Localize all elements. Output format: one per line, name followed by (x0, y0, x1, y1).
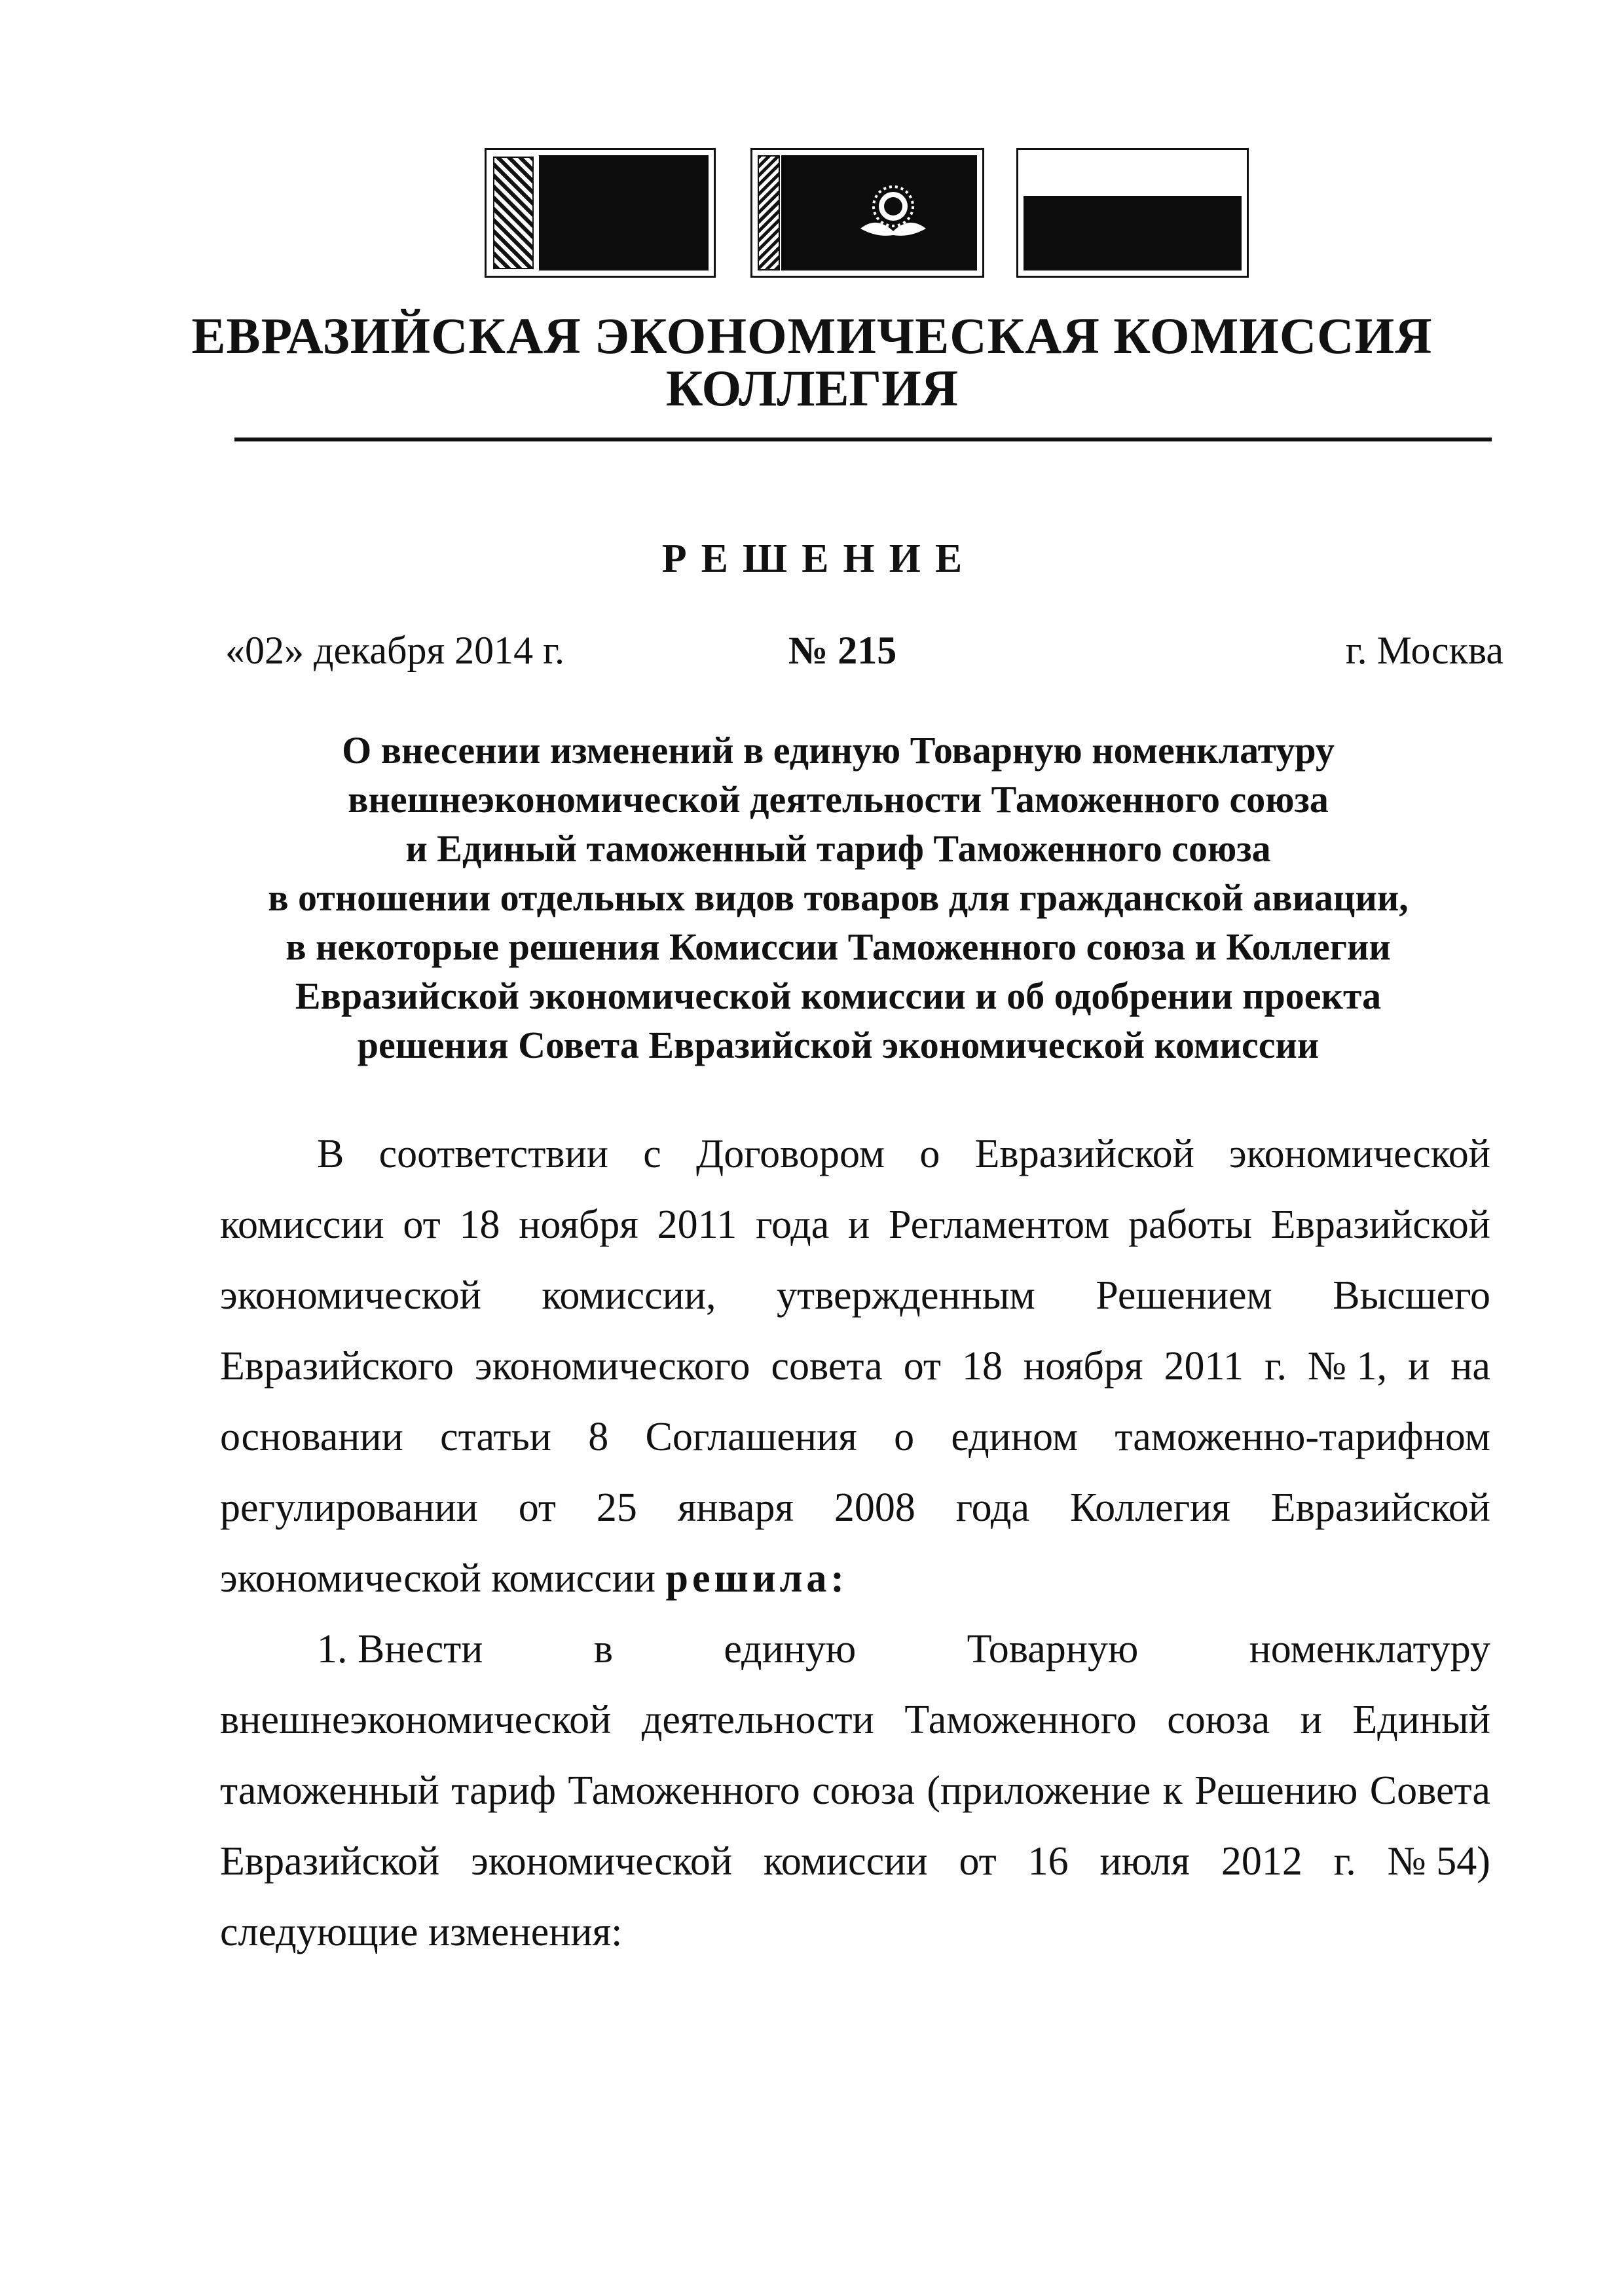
body-word: Решением (1096, 1273, 1272, 1318)
body-word: о (919, 1132, 940, 1176)
body-word: 1. Внести (317, 1627, 483, 1671)
body-line (220, 1331, 1490, 1402)
body-text-span: следующие изменения: (220, 1910, 623, 1954)
sun-eagle-emblem-icon (851, 175, 936, 253)
body-word: Соглашения (645, 1415, 857, 1459)
subject-line: внешнеэкономической деятельности Таможенного союза (348, 778, 1329, 821)
body-line (220, 1755, 1490, 1826)
body-line (220, 1402, 1490, 1472)
body-line (220, 1685, 1490, 1755)
body-word: основании (220, 1415, 403, 1459)
body-word: Евразийской (220, 1839, 440, 1884)
document-type: РЕШЕНИЕ (661, 536, 977, 581)
body-word: совета (771, 1344, 883, 1389)
body-word: таможенно-тарифном (1115, 1415, 1490, 1459)
body-word: ноября (1023, 1344, 1143, 1389)
flag-ornament (758, 155, 780, 271)
body-word: г. (1333, 1839, 1356, 1884)
body-word: единую (724, 1627, 857, 1671)
body-word: Совета (1369, 1768, 1490, 1813)
body-word: экономического (474, 1344, 750, 1389)
body-word: к (1162, 1768, 1183, 1813)
body-line (220, 1897, 1490, 1968)
flag-ornament (493, 157, 534, 269)
body-line (220, 1189, 1490, 1260)
body-word: № 54) (1387, 1839, 1490, 1884)
body-word: о (894, 1415, 915, 1459)
body-name: КОЛЛЕГИЯ (665, 360, 959, 417)
body-word: Евразийской (974, 1132, 1194, 1176)
body-word: статьи (440, 1415, 551, 1459)
subject-line: О внесении изменений в единую Товарную номенклатуру (342, 729, 1335, 772)
body-word: Высшего (1333, 1273, 1490, 1318)
body-line (220, 1472, 1490, 1543)
body-word: года (955, 1485, 1029, 1530)
flag-white-band (1024, 155, 1242, 196)
body-word: 2012 (1221, 1839, 1302, 1884)
body-word: на (1450, 1344, 1490, 1389)
body-word: 16 (1027, 1839, 1069, 1884)
body-word: 25 (596, 1485, 637, 1530)
body-word: Единый (1352, 1698, 1490, 1742)
body-word: регулировании (220, 1485, 478, 1530)
body-word: в (593, 1627, 613, 1671)
body-word: Решению (1194, 1768, 1358, 1813)
body-line (220, 1614, 1490, 1685)
body-word: от (518, 1485, 557, 1530)
body-word: 2011 (1164, 1344, 1244, 1389)
body-line (220, 1543, 1490, 1614)
body-word: экономической (220, 1273, 481, 1318)
body-word: года (756, 1203, 830, 1247)
document-subject (196, 726, 1480, 1070)
body-word: Таможенного (904, 1698, 1137, 1742)
body-word: и (1408, 1344, 1430, 1389)
body-word: Договором (695, 1132, 885, 1176)
body-word: таможенный (220, 1768, 439, 1813)
body-word: номенклатуру (1249, 1627, 1490, 1671)
body-word: союза (1167, 1698, 1270, 1742)
body-word: работы (1128, 1203, 1252, 1247)
body-word: внешнеэкономической (220, 1698, 612, 1742)
body-word: экономической (1229, 1132, 1490, 1176)
body-word: с (643, 1132, 661, 1176)
decision-keyword: решила: (665, 1556, 849, 1601)
body-word: № 1, (1308, 1344, 1388, 1389)
body-word: В (317, 1132, 344, 1176)
body-word: едином (951, 1415, 1079, 1459)
body-word: января (677, 1485, 794, 1530)
body-word: от (403, 1203, 441, 1247)
body-word: утвержденным (777, 1273, 1035, 1318)
body-word: соответствии (378, 1132, 608, 1176)
subject-line: в отношении отдельных видов товаров для гражданской авиации, (268, 876, 1409, 919)
body-word: июля (1099, 1839, 1190, 1884)
body-word: от (959, 1839, 997, 1884)
russia-flag-icon (1016, 148, 1249, 278)
belarus-flag-icon (485, 148, 716, 278)
body-word: 18 (459, 1203, 500, 1247)
body-word: союза (812, 1768, 915, 1813)
body-word: и (848, 1203, 870, 1247)
body-word: комиссии (220, 1203, 384, 1247)
body-word: Регламентом (889, 1203, 1110, 1247)
body-word: экономической (471, 1839, 733, 1884)
body-line (220, 1826, 1490, 1897)
subject-line: решения Совета Евразийской экономической комиссии (357, 1024, 1320, 1066)
body-word: Евразийской (1270, 1203, 1490, 1247)
body-word: 2008 (834, 1485, 915, 1530)
body-word: Евразийского (220, 1344, 454, 1389)
body-word: ноября (519, 1203, 638, 1247)
flag-field (539, 155, 709, 271)
body-word: (приложение (927, 1768, 1151, 1813)
flag-dark-band (1024, 196, 1242, 271)
body-word: Коллегия (1069, 1485, 1230, 1530)
subject-line: и Единый таможенный тариф Таможенного союза (405, 827, 1271, 870)
subject-line: в некоторые решения Комиссии Таможенного союза и Коллегии (286, 925, 1391, 968)
body-word: г. (1264, 1344, 1287, 1389)
body-word: тариф (451, 1768, 556, 1813)
body-word: 8 (588, 1415, 609, 1459)
body-word: 2011 (657, 1203, 737, 1247)
body-word: деятельности (641, 1698, 874, 1742)
body-word: и (1300, 1698, 1322, 1742)
body-line (220, 1260, 1490, 1331)
body-word: от (903, 1344, 941, 1389)
body-word: комиссии (763, 1839, 928, 1884)
document-body (220, 1119, 1490, 1968)
body-word: 18 (961, 1344, 1003, 1389)
document-city: г. Москва (1345, 629, 1504, 672)
body-word: комиссии, (542, 1273, 716, 1318)
document-date: «02» декабря 2014 г. (225, 629, 564, 672)
kazakhstan-flag-icon (750, 148, 984, 278)
document-number: № 215 (788, 629, 897, 672)
body-word: Таможенного (568, 1768, 800, 1813)
body-word: Евразийской (1270, 1485, 1490, 1530)
subject-line: Евразийской экономической комиссии и об одобрении проекта (295, 975, 1382, 1017)
body-text-span: экономической комиссии (220, 1556, 666, 1601)
organization-name: ЕВРАЗИЙСКАЯ ЭКОНОМИЧЕСКАЯ КОМИССИЯ (191, 307, 1433, 364)
body-line (220, 1119, 1490, 1189)
body-word: Товарную (967, 1627, 1139, 1671)
header-divider (234, 438, 1492, 441)
